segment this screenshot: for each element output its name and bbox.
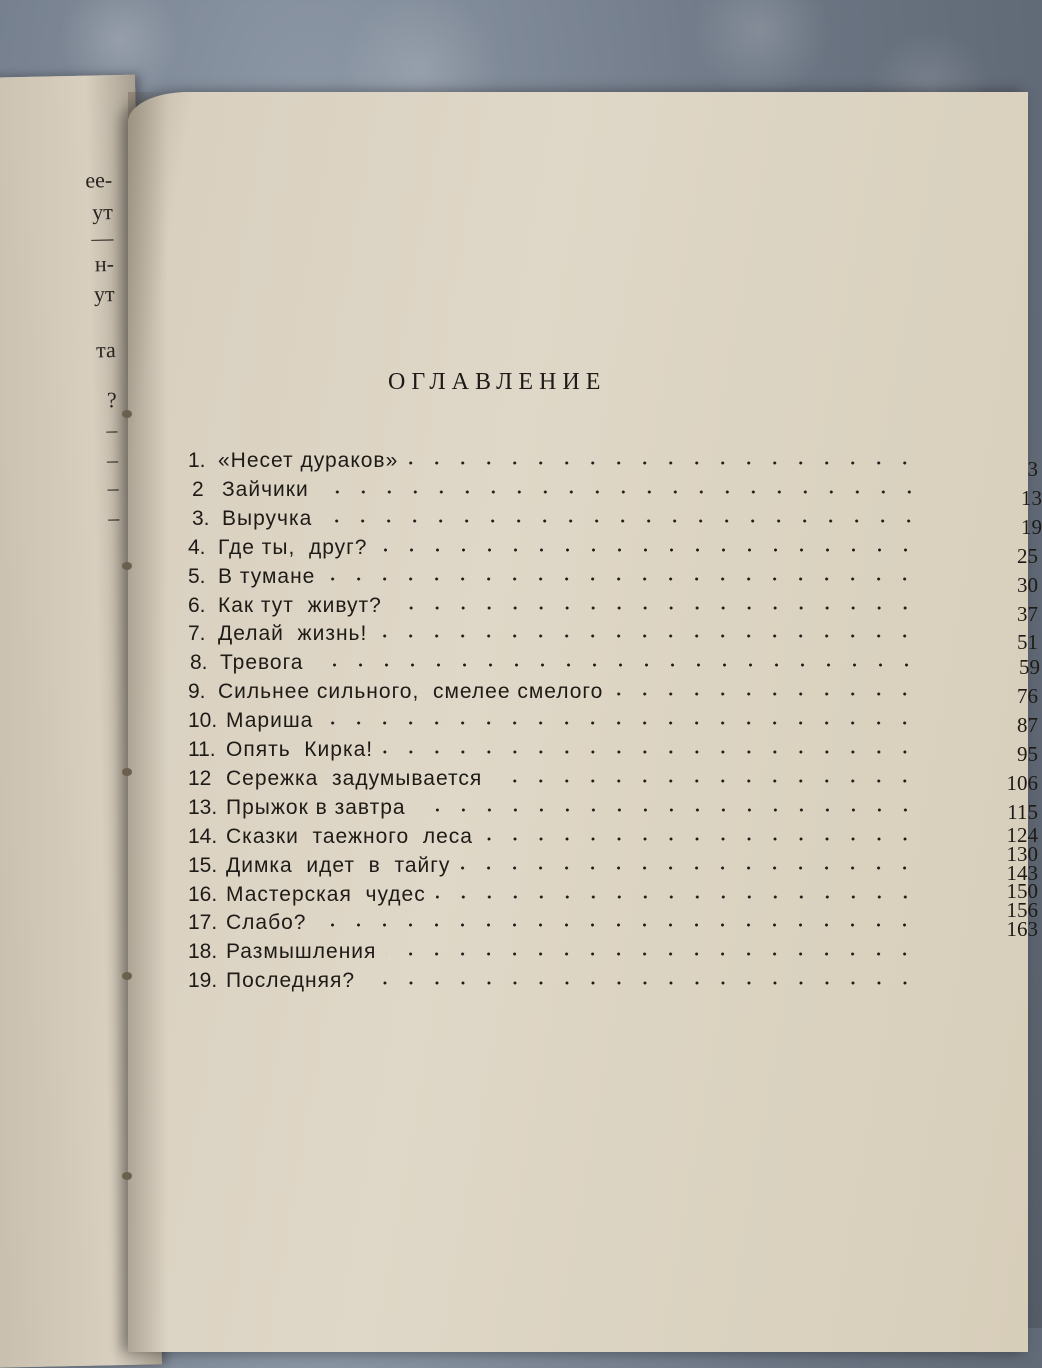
toc-entry-page-number: 59 (1019, 655, 1040, 680)
dot-leader (436, 895, 918, 899)
page-title: ОГЛАВЛЕНИЕ (388, 369, 607, 395)
toc-entry-number: 10. (188, 709, 218, 733)
left-page-fragment: н- (94, 251, 115, 277)
dot-leader (323, 721, 918, 725)
toc-entry-page-number: 51 (1017, 630, 1038, 655)
toc-entry-page-number: 13 (1021, 485, 1042, 510)
dot-leader (492, 779, 918, 783)
toc-entry-page-number: 95 (1017, 742, 1038, 766)
toc-entry (188, 822, 1038, 853)
toc-entry-number: 1. (188, 449, 206, 472)
toc-entry-page-number: 76 (1017, 684, 1038, 709)
left-page-fragment: ут (91, 199, 114, 225)
dot-leader (319, 490, 922, 494)
toc-entry-number: 17. (188, 911, 218, 935)
toc-entry-page-number: 156 (1006, 898, 1038, 923)
toc-entry (188, 535, 1038, 568)
toc-entry-title: Димка идет в тайгу (226, 853, 451, 877)
toc-entry (190, 651, 1040, 680)
left-page-fragment: – (106, 446, 119, 473)
binding-hole (122, 768, 132, 776)
toc-entry-title: Как тут живут? (218, 593, 382, 617)
dot-leader (322, 519, 922, 523)
toc-entry-title: В тумане (218, 564, 316, 588)
toc-entry-title: Сказки таежного леса (226, 824, 473, 848)
left-page-fragment: ? (106, 386, 118, 413)
toc-entry-title: Делай жизнь! (218, 622, 368, 646)
toc-entry-number: 15. (188, 853, 218, 877)
dot-leader (377, 634, 918, 638)
toc-entry (188, 622, 1038, 655)
left-page-fragment: — (91, 225, 114, 251)
toc-entry-number: 9. (188, 680, 206, 704)
dot-leader (483, 837, 918, 841)
toc-entry-page-number: 124 (1006, 822, 1038, 847)
dot-leader (365, 981, 918, 985)
toc-entry-number: 13. (188, 795, 218, 819)
toc-entry-number: 3. (192, 506, 210, 530)
left-page-fragment: ут (93, 281, 115, 307)
dot-leader (313, 663, 920, 667)
dot-leader (386, 952, 918, 956)
page-gutter (128, 92, 168, 1352)
toc-entry (188, 593, 1038, 626)
toc-entry-number: 19. (188, 969, 218, 993)
toc-entry-title: Прыжок в завтра (226, 795, 406, 819)
toc-entry-title: Размышления (226, 940, 377, 964)
toc-entry-number: 5. (188, 564, 206, 588)
left-page-fragment: – (107, 474, 119, 501)
toc-entry-number: 11. (188, 738, 216, 761)
toc-entry-title: Опять Кирка! (226, 738, 374, 761)
toc-entry-title: Сережка задумывается (226, 766, 483, 790)
toc-entry-page-number: 106 (1006, 770, 1038, 795)
toc-entry-number: 4. (188, 535, 206, 559)
left-page-fragment: та (95, 337, 116, 363)
dot-leader (408, 461, 918, 465)
toc-entry-title: Слабо? (226, 911, 307, 935)
toc-entry-number: 14. (188, 824, 218, 848)
toc-entry-page-number: 163 (1006, 917, 1038, 942)
toc-entry (192, 506, 1042, 539)
toc-entry-page-number: 30 (1017, 572, 1038, 597)
toc-entry-title: Мастерская чудес (226, 882, 426, 906)
toc-entry-page-number: 3 (1027, 457, 1038, 481)
toc-entry (188, 795, 1038, 824)
binding-hole (122, 410, 132, 418)
toc-entry-page-number: 115 (1007, 799, 1038, 824)
toc-entry-number: 18. (188, 940, 218, 964)
toc-entry-page-number: 25 (1017, 543, 1038, 568)
toc-entry-title: Где ты, друг? (218, 535, 368, 559)
left-page-fragment: – (106, 416, 118, 443)
toc-entry-number: 7. (188, 622, 206, 646)
toc-entry (188, 738, 1038, 766)
toc-entry-title: Сильнее сильного, смелее смелого (218, 680, 604, 704)
toc-entry-number: 16. (188, 882, 218, 906)
toc-entry (188, 680, 1038, 709)
toc-entry-title: Тревога (220, 651, 304, 675)
toc-entry-title: «Несет дураков» (218, 449, 399, 472)
toc-entry-title: Зайчики (222, 477, 309, 501)
toc-entry (188, 709, 1038, 738)
left-page-fragment: ее- (85, 167, 113, 193)
left-page-fragment: – (107, 504, 120, 531)
toc-entry-number: 12 (188, 766, 212, 790)
toc-entry-title: Последняя? (226, 969, 356, 993)
dot-leader (378, 548, 919, 552)
toc-entry-page-number: 143 (1006, 860, 1038, 885)
toc-entry-title: Выручка (222, 506, 313, 530)
toc-entry (192, 477, 1042, 510)
toc-entry-page-number: 19 (1021, 514, 1042, 539)
toc-entry (188, 766, 1038, 795)
table-of-contents-page (128, 92, 1042, 1352)
binding-hole (122, 1172, 132, 1180)
dot-leader (460, 866, 918, 870)
toc-entry (188, 564, 1038, 597)
toc-entry-page-number: 130 (1006, 841, 1038, 866)
dot-leader (416, 808, 918, 812)
dot-leader (613, 692, 918, 696)
binding-hole (122, 972, 132, 980)
dot-leader (383, 750, 918, 754)
toc-entry-number: 8. (190, 651, 208, 675)
toc-entry-title: Мариша (226, 709, 314, 733)
dot-leader (325, 577, 918, 581)
dot-leader (316, 923, 918, 927)
toc-entry (188, 449, 1038, 481)
toc-entry-number: 2 (192, 477, 204, 501)
dot-leader (392, 606, 918, 610)
toc-entry-page-number: 150 (1006, 879, 1038, 904)
toc-entry-page-number: 37 (1017, 601, 1038, 626)
toc-entry-number: 6. (188, 593, 206, 617)
binding-hole (122, 562, 132, 570)
toc-entry-page-number: 87 (1017, 713, 1038, 738)
